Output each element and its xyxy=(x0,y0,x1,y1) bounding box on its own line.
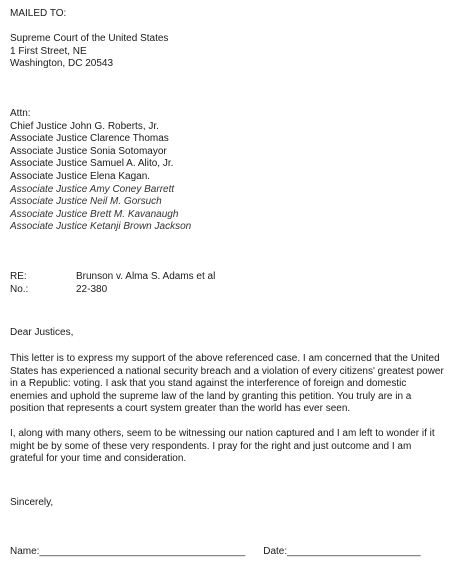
attn-label: Attn: xyxy=(10,108,31,119)
address-line: Supreme Court of the United States xyxy=(10,33,169,44)
justice-name: Associate Justice Samuel A. Alito, Jr. xyxy=(10,158,174,170)
justice-name-italic: Associate Justice Brett M. Kavanaugh xyxy=(10,208,179,220)
attention-block xyxy=(10,108,191,234)
salutation: Dear Justices, xyxy=(10,327,74,338)
closing: Sincerely, xyxy=(10,497,54,508)
recipient-address xyxy=(10,33,168,71)
justice-name: Associate Justice Clarence Thomas xyxy=(10,133,169,145)
case-number-label: No.: xyxy=(10,283,29,295)
re-row xyxy=(10,271,215,284)
address-line: Washington, DC 20543 xyxy=(10,58,114,70)
justice-name-italic: Associate Justice Amy Coney Barrett xyxy=(10,183,175,195)
date-line: Date:________________________ xyxy=(263,546,421,557)
justice-name: Associate Justice Elena Kagan. xyxy=(10,170,151,182)
case-number-row xyxy=(10,284,215,297)
justice-name: Associate Justice Sonia Sotomayor xyxy=(10,145,167,157)
signature-row xyxy=(10,546,421,559)
body-paragraph: I, along with many others, seem to be witnessing our nation captured and I am left to wonder if it might be by some of these very respondents. I pray for the right and just outcome and I am grateful for your time and consideration. xyxy=(10,428,435,465)
justice-name-italic: Associate Justice Ketanji Brown Jackson xyxy=(10,221,192,233)
re-block xyxy=(10,271,215,296)
re-case-name: Brunson v. Alma S. Adams et al xyxy=(76,271,216,282)
mailed-to-heading: MAILED TO: xyxy=(10,8,67,19)
body-paragraph: This letter is to express my support of the above referenced case. I am concerned that the United States has experienced a national security breach and a violation of every citizens' greatest power in a Republic: voting. I ask that you stand against the interference of foreign and domestic enemies and uphold the supreme law of the land by granting this petition. You truly are in a position that represents a court system greater than the world has ever seen. xyxy=(10,353,444,415)
name-line: Name:_____________________________________ xyxy=(10,546,246,557)
case-number-value: 22-380 xyxy=(76,283,108,295)
justice-name: Chief Justice John G. Roberts, Jr. xyxy=(10,120,159,132)
address-line: 1 First Street, NE xyxy=(10,45,87,57)
justice-name-italic: Associate Justice Neil M. Gorsuch xyxy=(10,196,162,208)
re-label: RE: xyxy=(10,271,27,282)
